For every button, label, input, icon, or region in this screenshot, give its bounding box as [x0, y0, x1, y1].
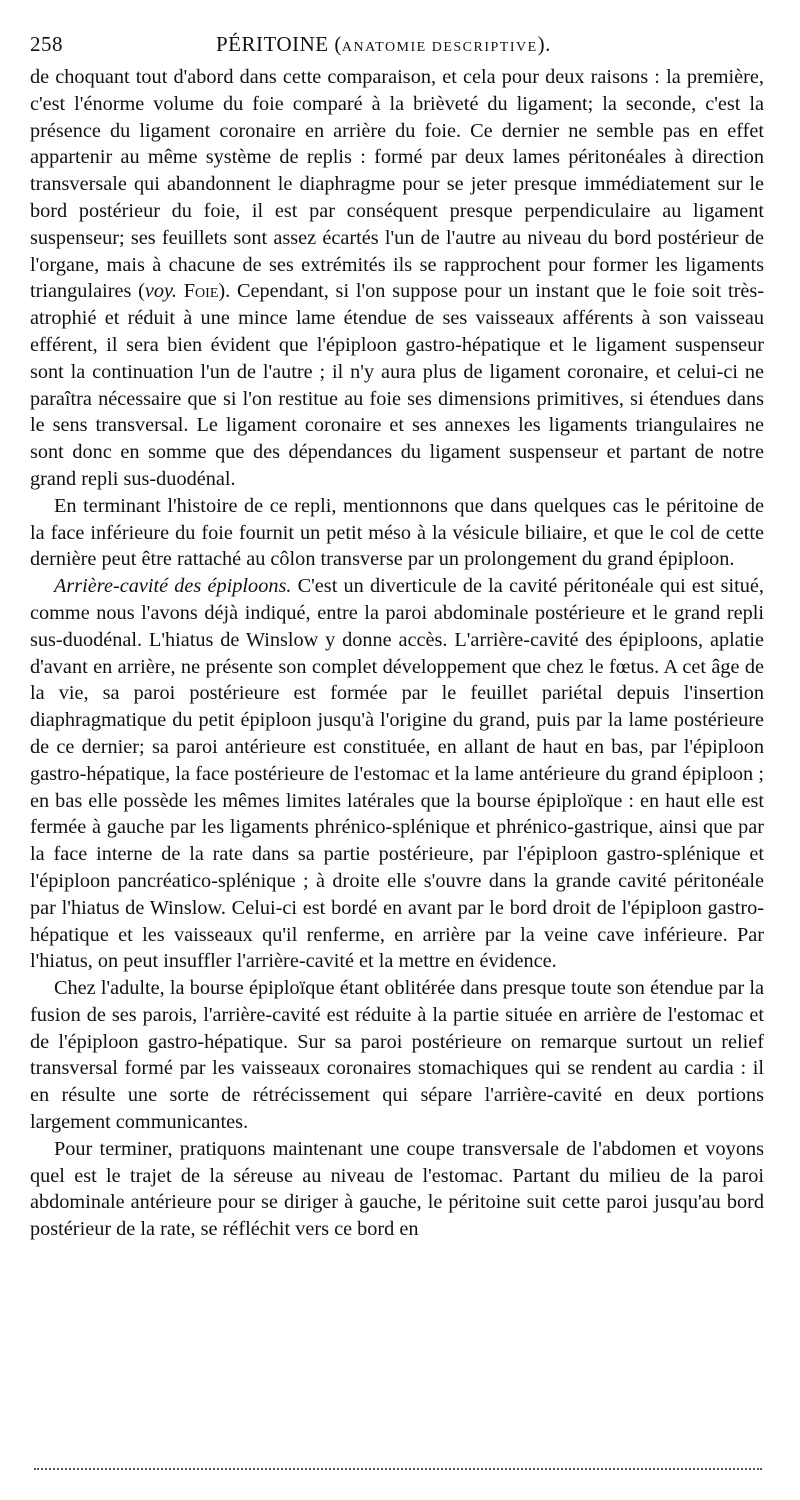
see-reference: voy. [144, 280, 177, 303]
running-head-main: PÉRITOINE [216, 32, 329, 56]
running-head-open-paren: ( [328, 32, 342, 56]
running-head-subtitle: ANATOMIE DESCRIPTIVE [341, 40, 538, 55]
paragraph-1-part-b: ). Cependant, si l'on suppose pour un instant que le foie soit très-atrophié et réduit à une mince lame étendue de ses vaisseaux afférents à son vaisseau efférent, il sera bien évident que l'épiploon gastro-hépatique et le ligament suspenseur sont la continuation l'un de l'autre ; il n'y aura plus de ligament coronaire, et celui-ci ne paraîtra nécessaire que si l'on restitue au foie ses dimensions primitives, si étendues dans le sens transversal. Le ligament coronaire et ses annexes les ligaments triangulaires ne sont donc en somme que des dépendances du ligament suspenseur et partant de notre grand repli sus-duodénal. [30, 280, 764, 490]
page [30, 28, 764, 1243]
section-heading-arriere-cavite: Arrière-cavité des épiploons. [54, 575, 292, 598]
paragraph-3-text: C'est un diverticule de la cavité péritonéale qui est situé, comme nous l'avons déjà indiqué, entre la paroi abdominale postérieure et le grand repli sus-duodénal. L'hiatus de Winslow y donne accès. L'arrière-cavité des épiploons, aplatie d'avant en arrière, ne présente son complet développement que chez le fœtus. A cet âge de la vie, sa paroi postérieure est formée par le feuillet pariétal depuis l'insertion diaphragmatique du petit épiploon jusqu'à l'origine du grand, puis par la lame postérieure de ce dernier; sa paroi antérieure est constituée, en allant de haut en bas, par l'épiploon gastro-hépatique, la face postérieure de l'estomac et la lame antérieure du grand épiploon ; en bas elle possède les mêmes limites latérales que la bourse épiploïque : en haut elle est fermée à gauche par les ligaments phrénico-splénique et phrénico-gastrique, ainsi que par la face interne de la rate dans sa partie postérieure, par l'épiploon gastro-splénique et l'épiploon pancréatico-splénique ; à droite elle s'ouvre dans la grande cavité péritonéale par l'hiatus de Winslow. Celui-ci est bordé en avant par le bord droit de l'épiploon gastro-hépatique et les vaisseaux qu'il renferme, en arrière par la veine cave inférieure. Par l'hiatus, on peut insuffler l'arrière-cavité et la mettre en évidence. [30, 575, 764, 973]
paragraph-5: Pour terminer, pratiquons maintenant une coupe transversale de l'abdomen et voyons quel est le trajet de la séreuse au niveau de l'estomac. Partant du milieu de la paroi abdominale antérieure pour se diriger à gauche, le péritoine suit cette paroi jusqu'au bord postérieur de la rate, se réfléchit vers ce bord en [30, 1137, 764, 1241]
paragraph-1 [30, 64, 764, 493]
body-text [30, 64, 764, 1243]
paragraph-1-part-a: de choquant tout d'abord dans cette comparaison, et cela pour deux raisons : la première, c'est l'énorme volume du foie comparé à la brièveté du ligament; la seconde, c'est la présence du ligament coronaire en arrière du foie. Ce dernier ne semble pas en effet appartenir au même système de replis : formé par deux lames péritonéales à direction transversale qui abandonnent le diaphragme pour se jeter presque immédiatement sur le bord postérieur du foie, il est par conséquent presque perpendiculaire au ligament suspenseur; ses feuillets sont assez écartés l'un de l'autre au niveau du bord postérieur de l'organe, mais à chacune de ses extrémités ils se rapprochent pour former les ligaments triangulaires ( [30, 66, 764, 303]
running-header [30, 28, 764, 64]
footer-dotted-rule [34, 1468, 762, 1470]
paragraph-4: Chez l'adulte, la bourse épiploïque étant oblitérée dans presque toute son étendue par la fusion de ses parois, l'arrière-cavité est réduite à la partie située en arrière de l'estomac et de l'épiploon gastro-hépatique. Sur sa paroi postérieure on remarque surtout un relief transversal formé par les vaisseaux coronaires stomachiques qui se rendent au cardia : il en résulte une sorte de rétrécissement qui sépare l'arrière-cavité en deux portions largement communicantes. [30, 977, 764, 1134]
reference-space [177, 280, 184, 302]
running-head-close-paren: ). [537, 32, 551, 56]
page-number: 258 [30, 32, 63, 56]
paragraph-3 [30, 573, 764, 975]
paragraph-2: En terminant l'histoire de ce repli, mentionnons que dans quelques cas le péritoine de la face inférieure du foie fournit un petit méso à la vésicule biliaire, et que le col de cette dernière peut être rattaché au côlon transverse par un prolongement du grand épiploon. [30, 494, 764, 571]
running-head-title [216, 32, 551, 57]
foie-reference: Foie [183, 280, 219, 303]
